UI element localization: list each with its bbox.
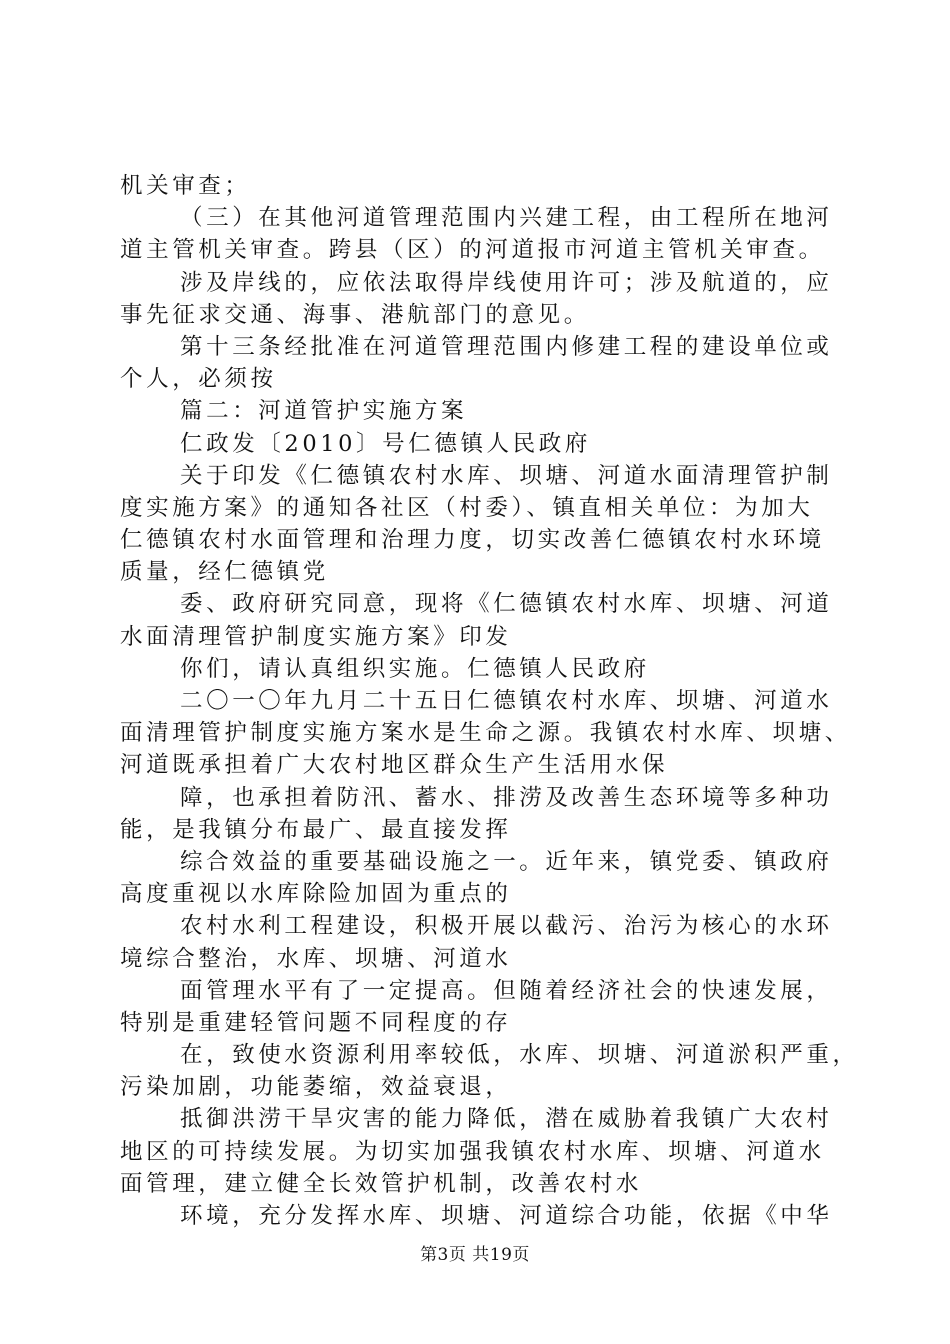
text-line: 综合效益的重要基础设施之一。近年来，镇党委、镇政府: [180, 848, 833, 875]
text-line: 污染加剧，功能萎缩，效益衰退，: [120, 1074, 512, 1101]
text-line: 特别是重建轻管问题不同程度的存: [120, 1009, 512, 1036]
text-line: 农村水利工程建设，积极开展以截污、治污为核心的水环: [180, 913, 833, 940]
text-line: 质量，经仁德镇党: [120, 559, 329, 586]
text-line: 地区的可持续发展。为切实加强我镇农村水库、坝塘、河道水: [120, 1138, 825, 1165]
text-line: 涉及岸线的，应依法取得岸线使用许可；涉及航道的，应: [180, 269, 833, 296]
text-line: 河道既承担着广大农村地区群众生产生活用水保: [120, 752, 669, 779]
text-line: 面清理管护制度实施方案水是生命之源。我镇农村水库、坝塘、: [120, 720, 851, 747]
text-line: 抵御洪涝干旱灾害的能力降低，潜在威胁着我镇广大农村: [180, 1106, 833, 1133]
text-line: 面管理，建立健全长效管护机制，改善农村水: [120, 1170, 643, 1197]
text-line: 高度重视以水库除险加固为重点的: [120, 881, 512, 908]
text-line: 事先征求交通、海事、港航部门的意见。: [120, 301, 590, 328]
text-line: 委、政府研究同意，现将《仁德镇农村水库、坝塘、河道: [180, 591, 833, 618]
text-line: 在，致使水资源利用率较低，水库、坝塘、河道淤积严重，: [180, 1042, 859, 1069]
text-line: 关于印发《仁德镇农村水库、坝塘、河道水面清理管护制: [180, 462, 833, 489]
text-line: 水面清理管护制度实施方案》印发: [120, 623, 512, 650]
text-line: 二〇一〇年九月二十五日仁德镇农村水库、坝塘、河道水: [180, 688, 833, 714]
text-line: 环境，充分发挥水库、坝塘、河道综合功能，依据《中华: [180, 1203, 833, 1229]
text-line: 第十三条经批准在河道管理范围内修建工程的建设单位或: [180, 333, 833, 360]
text-line: （三）在其他河道管理范围内兴建工程，由工程所在地河: [180, 205, 833, 232]
text-line: 机关审查；: [120, 173, 251, 199]
text-line: 度实施方案》的通知各社区（村委）、镇直相关单位：为加大: [120, 494, 814, 521]
text-line: 个人，必须按: [120, 366, 277, 393]
text-line: 篇二：河道管护实施方案: [180, 398, 468, 425]
text-line: 你们，请认真组织实施。仁德镇人民政府: [180, 655, 650, 682]
text-line: 面管理水平有了一定提高。但随着经济社会的快速发展，: [180, 977, 833, 1004]
text-line: 障，也承担着防汛、蓄水、排涝及改善生态环境等多种功: [180, 784, 833, 811]
text-line: 道主管机关审查。跨县（区）的河道报市河道主管机关审查。: [120, 237, 825, 264]
document-body: [120, 170, 859, 1232]
text-line: 仁德镇农村水面管理和治理力度，切实改善仁德镇农村水环境: [120, 527, 825, 554]
text-line: 仁政发〔2010〕号仁德镇人民政府: [180, 430, 591, 457]
page-footer: 第3页 共19页: [420, 1245, 530, 1265]
text-line: 境综合整治，水库、坝塘、河道水: [120, 945, 512, 972]
text-line: 能，是我镇分布最广、最直接发挥: [120, 816, 512, 843]
